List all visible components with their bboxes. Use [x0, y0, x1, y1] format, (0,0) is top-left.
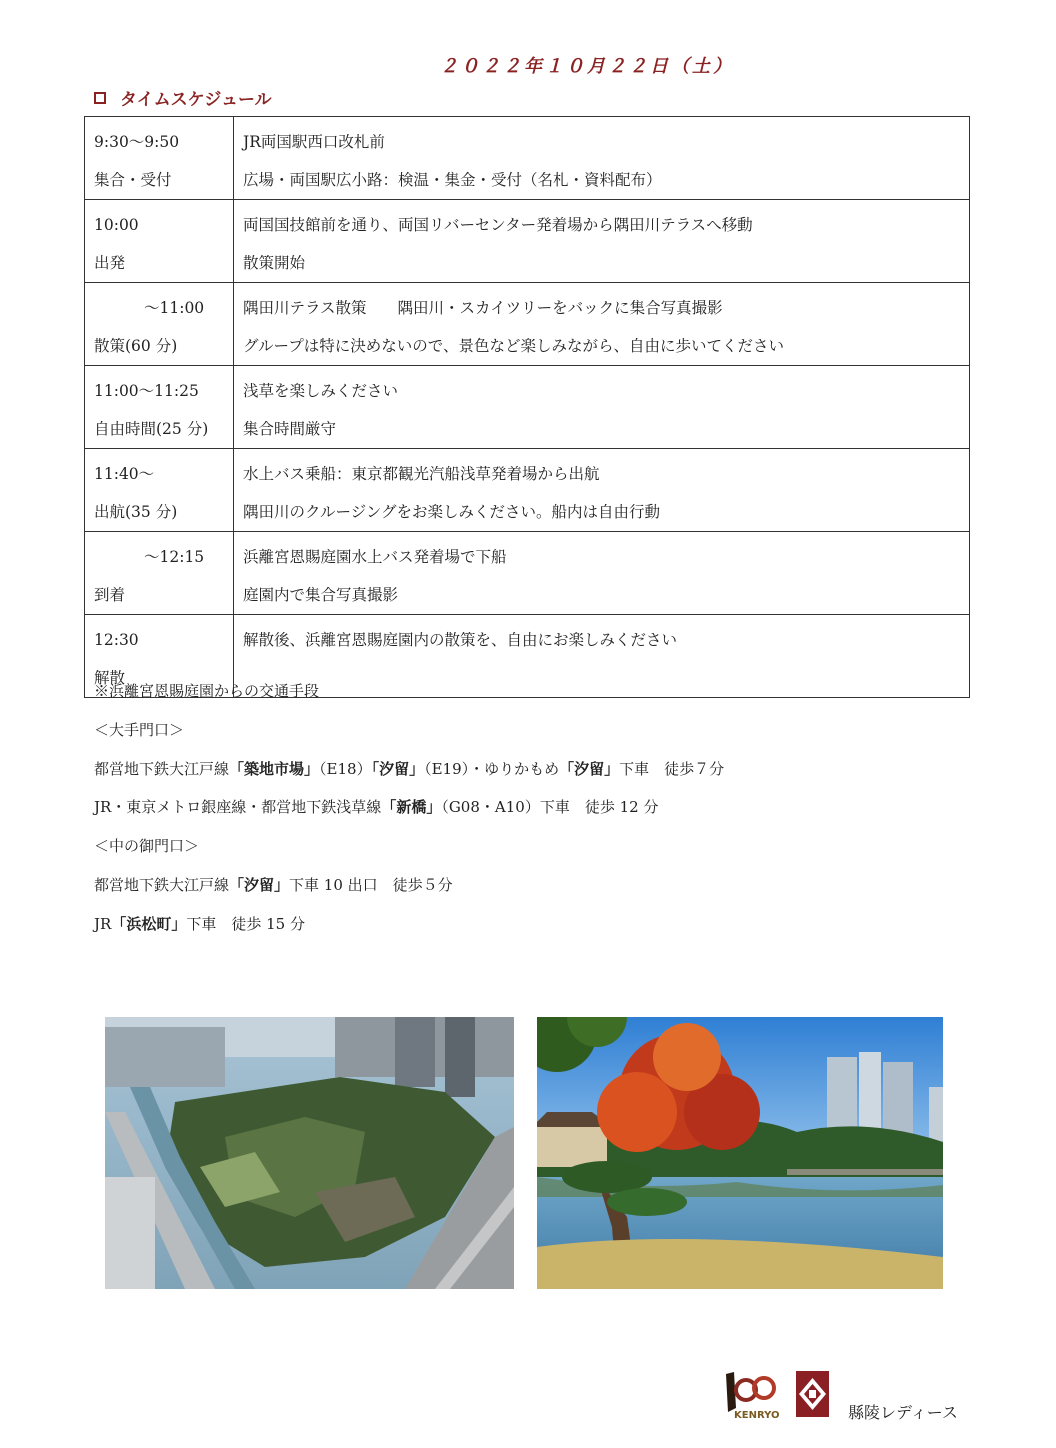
station-name: 「浜松町」	[111, 914, 187, 933]
desc-line-2: 庭園内で集合写真撮影	[243, 586, 399, 604]
time-cell	[85, 366, 234, 449]
route-text: （E19）・ゆりかもめ	[424, 759, 560, 778]
desc-cell	[234, 200, 970, 283]
time-text: 9:30〜9:50	[94, 133, 180, 151]
route-text: 下車 徒歩 15 分	[186, 914, 305, 933]
route-text: JR	[94, 914, 112, 933]
desc-line-1: 両国国技館前を通り、両国リバーセンター発着場から隅田川テラスへ移動	[243, 216, 753, 234]
label-text: 集合・受付	[94, 171, 172, 189]
checkbox-icon	[94, 92, 106, 104]
school-crest-icon	[795, 1370, 830, 1418]
table-row	[85, 449, 970, 532]
desc-line-1: 水上バス乗船：東京都観光汽船浅草発着場から出航	[243, 465, 600, 483]
desc-cell	[234, 449, 970, 532]
table-row	[85, 366, 970, 449]
time-cell	[85, 200, 234, 283]
route-text: JR・東京メトロ銀座線・都営地下鉄浅草線	[94, 798, 382, 817]
route-text: （E18）	[319, 759, 372, 778]
time-cell	[85, 532, 234, 615]
aerial-garden-photo	[105, 1017, 514, 1289]
station-name: 「新橋」	[381, 798, 442, 817]
station-name: 「築地市場」	[229, 759, 320, 778]
desc-line-1: 浅草を楽しみください	[243, 382, 399, 400]
desc-line-2: 散策開始	[243, 254, 306, 272]
route-text: 都営地下鉄大江戸線	[94, 875, 230, 894]
desc-line-1: 浜離宮恩賜庭園水上バス発着場で下船	[243, 548, 507, 566]
organization-name: 縣陵レディース	[848, 1403, 958, 1422]
section-title-text: タイムスケジュール	[120, 90, 272, 110]
desc-line-2: 隅田川のクルージングをお楽しみください。船内は自由行動	[243, 503, 661, 521]
label-text: 到着	[94, 586, 126, 604]
access-route	[94, 788, 724, 827]
station-name: 「汐留」	[229, 875, 290, 894]
station-name: 「汐留」	[371, 759, 425, 778]
kenryo-100-logo	[720, 1368, 782, 1420]
desc-line-1: 隅田川テラス散策 隅田川・スカイツリーをバックに集合写真撮影	[243, 299, 723, 317]
gate-label-nakanogomon: ＜中の御門口＞	[94, 837, 200, 856]
desc-line-2: 広場・両国駅広小路：検温・集金・受付（名札・資料配布）	[243, 171, 662, 189]
event-date: ２０２２年１０月２２日（土）	[440, 56, 734, 77]
autumn-garden-photo	[537, 1017, 943, 1289]
time-text: 10:00	[94, 216, 139, 234]
desc-cell	[234, 366, 970, 449]
route-text: 下車 徒歩７分	[619, 759, 725, 778]
table-row	[85, 117, 970, 200]
time-text: 11:00〜11:25	[94, 382, 199, 400]
desc-line-1: 解散後、浜離宮恩賜庭園内の散策を、自由にお楽しみください	[243, 631, 678, 649]
time-cell	[85, 283, 234, 366]
schedule-table	[84, 116, 970, 698]
section-title	[94, 85, 272, 110]
route-text: （G08・A10）下車 徒歩 12 分	[441, 798, 659, 817]
time-cell	[85, 449, 234, 532]
desc-cell	[234, 283, 970, 366]
label-text: 解散	[94, 669, 126, 687]
table-row	[85, 200, 970, 283]
table-row	[85, 532, 970, 615]
time-text: 12:30	[94, 631, 139, 649]
access-heading: ※浜離宮恩賜庭園からの交通手段	[94, 682, 320, 700]
gate-label-otemon: ＜大手門口＞	[94, 720, 185, 739]
label-text: 出航(35 分)	[94, 503, 178, 521]
desc-cell	[234, 117, 970, 200]
table-row	[85, 283, 970, 366]
time-text: 11:40〜	[94, 465, 155, 483]
access-route	[94, 750, 724, 789]
desc-cell	[234, 532, 970, 615]
desc-line-2: グループは特に決めないので、景色など楽しみながら、自由に歩いてください	[243, 337, 784, 355]
route-text: 下車 10 出口 徒歩５分	[289, 875, 453, 894]
label-text: 自由時間(25 分)	[94, 420, 209, 438]
time-text: 〜11:00	[144, 299, 205, 317]
time-text: 〜12:15	[144, 548, 205, 566]
time-cell	[85, 117, 234, 200]
access-route	[94, 905, 724, 944]
desc-line-1: JR両国駅西口改札前	[243, 133, 385, 151]
label-text: 出発	[94, 254, 126, 272]
access-notes	[94, 672, 724, 944]
label-text: 散策(60 分)	[94, 337, 178, 355]
logo-text: KENRYO	[734, 1410, 780, 1420]
access-route	[94, 866, 724, 905]
station-name: 「汐留」	[559, 759, 620, 778]
route-text: 都営地下鉄大江戸線	[94, 759, 230, 778]
desc-line-2: 集合時間厳守	[243, 420, 337, 438]
